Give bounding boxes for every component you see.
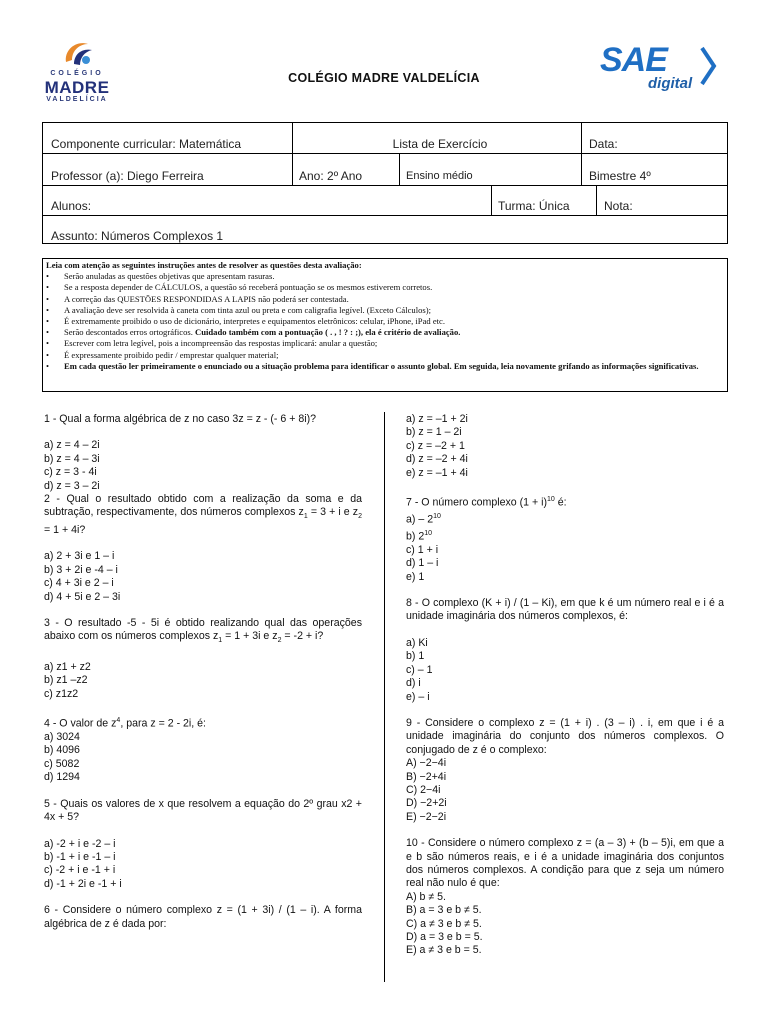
option[interactable]: a) Ki bbox=[406, 636, 428, 649]
question-2: 2 - Qual o resultado obtido com a realização da soma e da subtração, respectivamente, dos números complexos $z_1 = 3 + i$ e $z_2 = 1 + 4i$? bbox=[44, 493, 362, 536]
option[interactable]: a) 2 + 3i e 1 – i bbox=[44, 550, 115, 563]
question-3: 3 - O resultado -5 - 5i é obtido realizando qual das operações abaixo com os números complexos $z_1 = 1 + 3i$ e $z_2 = -2 + i$? bbox=[44, 616, 362, 645]
instructions-box bbox=[42, 258, 728, 392]
instruction-item: • Escrever com letra legível, pois a incompreensão das respostas implicará: anular a questão; bbox=[46, 338, 378, 349]
option[interactable]: d) -1 + 2i e -1 + i bbox=[44, 877, 122, 890]
instruction-item: • Se a resposta depender de CÁLCULOS, a questão só receberá pontuação se os mesmos estiverem corretos. bbox=[46, 282, 433, 293]
ano-label: Ano: 2º Ano bbox=[299, 169, 363, 183]
assunto-label: Assunto: Números Complexos 1 bbox=[51, 229, 224, 243]
option[interactable]: b) z1 –z2 bbox=[44, 674, 88, 687]
option[interactable]: d) z = 3 – 2i bbox=[44, 479, 100, 492]
school-logo-line2: MADRE bbox=[44, 78, 110, 97]
question-4: 4 - O valor de $z^4$, para z = 2 - 2i, é: bbox=[44, 717, 207, 730]
turma-label: Turma: Única bbox=[498, 199, 570, 213]
ensino-label: Ensino médio bbox=[406, 170, 473, 182]
bullet-icon: • bbox=[46, 360, 50, 371]
instruction-item: • É expressamente proibido pedir / emprestar qualquer material; bbox=[46, 349, 279, 360]
question-10: 10 - Considere o número complexo z = (a – 3) + (b – 5)i, em que a e b são números reais, e i é a unidade imaginária dos conjuntos dos números complexos. A condição para que z seja um número real não nulo é que: bbox=[406, 837, 724, 890]
data-field[interactable]: Data: bbox=[589, 137, 618, 151]
school-emblem-icon bbox=[62, 38, 96, 68]
bullet-icon: • bbox=[46, 327, 50, 338]
option[interactable]: e) – i bbox=[406, 690, 430, 703]
school-logo-line1: COLÉGIO bbox=[50, 70, 104, 77]
option[interactable]: a) z = 4 – 2i bbox=[44, 439, 100, 452]
option[interactable]: c) – 1 bbox=[406, 663, 433, 676]
school-logo-line3: VALDELÍCIA bbox=[46, 96, 108, 103]
option[interactable]: c) z = 3 - 4i bbox=[44, 466, 97, 479]
instruction-item: • Serão anuladas as questões objetivas que apresentam rasuras. bbox=[46, 271, 275, 282]
bullet-icon: • bbox=[46, 293, 50, 304]
right-column bbox=[406, 413, 724, 958]
option[interactable]: b) z = 4 – 3i bbox=[44, 452, 100, 465]
professor-label: Professor (a): Diego Ferreira bbox=[51, 169, 204, 183]
option[interactable]: c) z = –2 + 1 bbox=[406, 439, 465, 452]
option[interactable]: a) z = –1 + 2i bbox=[406, 413, 468, 425]
option[interactable]: $a) - 2^{10}$ bbox=[406, 512, 441, 526]
question-5: 5 - Quais os valores de x que resolvem a equação do 2º grau x2 + 4x + 5? bbox=[44, 797, 362, 824]
option[interactable]: D) a = 3 e b = 5. bbox=[406, 931, 483, 943]
option[interactable]: A) b ≠ 5. bbox=[406, 890, 446, 903]
option[interactable]: d) 4 + 5i e 2 – 3i bbox=[44, 590, 121, 603]
option[interactable]: c) -2 + i e -1 + i bbox=[44, 864, 116, 877]
option[interactable]: E) −2−2i bbox=[406, 810, 447, 823]
instruction-item: • Em cada questão ler primeiramente o enunciado ou a situação problema para identificar o assunto global. Em seguida, leia novamente grifando as informações significativas. bbox=[46, 360, 699, 371]
question-1: 1 - Qual a forma algébrica de z no caso 3z = z - (- 6 + 8i)? bbox=[44, 413, 317, 425]
option[interactable]: B) −2+4i bbox=[406, 770, 447, 783]
componente-curricular: Componente curricular: Matemática bbox=[51, 137, 242, 151]
option[interactable]: B) a = 3 e b ≠ 5. bbox=[406, 904, 482, 917]
nota-field[interactable]: Nota: bbox=[604, 199, 633, 213]
option[interactable]: b) z = 1 – 2i bbox=[406, 426, 462, 439]
info-table bbox=[42, 122, 728, 244]
option[interactable]: c) 5082 bbox=[44, 757, 80, 770]
option[interactable]: b) 1 bbox=[406, 650, 425, 663]
option[interactable]: C) a ≠ 3 e b ≠ 5. bbox=[406, 917, 482, 930]
option[interactable]: a) -2 + i e -2 – i bbox=[44, 837, 116, 850]
option[interactable]: b) -1 + i e -1 – i bbox=[44, 850, 116, 863]
sae-logo-sub: digital bbox=[648, 75, 693, 92]
question-9: 9 - Considere o complexo z = (1 + i) . (3 – i) . i, em que i é a unidade imaginária do conjunto dos números complexos. O conjugado de z é o complexo: bbox=[406, 716, 724, 756]
bullet-icon: • bbox=[46, 304, 50, 315]
option[interactable]: d) z = –2 + 4i bbox=[406, 453, 468, 466]
instruction-item: • A avaliação deve ser resolvida à caneta com tinta azul ou preta e com caligrafia legível. (Exceto Cálculos); bbox=[46, 304, 431, 315]
sae-logo bbox=[600, 42, 722, 98]
question-7: 7 - O número complexo $(1 + i)^{10}$ é: bbox=[406, 496, 567, 509]
chevron-right-icon bbox=[700, 46, 718, 86]
sae-logo-main: SAE bbox=[600, 41, 667, 79]
option[interactable]: b) $2^{10}$ bbox=[406, 529, 433, 543]
option[interactable]: e) 1 bbox=[406, 570, 425, 583]
instructions-lead: Leia com atenção as seguintes instruções antes de resolver as questões desta avaliação: bbox=[46, 260, 362, 270]
lista-label: Lista de Exercício bbox=[392, 137, 488, 151]
question-6: 6 - Considere o número complexo z = (1 + 3i) / (1 – i). A forma algébrica de z é dada por: bbox=[44, 904, 362, 930]
option[interactable]: a) z1 + z2 bbox=[44, 660, 91, 673]
bullet-icon: • bbox=[46, 316, 50, 327]
option[interactable]: d) 1 – i bbox=[406, 557, 439, 570]
bullet-icon: • bbox=[46, 349, 50, 360]
option[interactable]: c) 1 + i bbox=[406, 543, 439, 556]
bullet-icon: • bbox=[46, 282, 50, 293]
alunos-field[interactable]: Alunos: bbox=[51, 199, 92, 213]
left-column bbox=[44, 413, 362, 931]
bullet-icon: • bbox=[46, 271, 50, 282]
bimestre-label: Bimestre 4º bbox=[589, 169, 651, 183]
instruction-item: • Serão descontados erros ortográficos. Cuidado também com a pontuação ( . , ! ? : ;), ela é critério de avaliação. bbox=[46, 327, 461, 338]
option[interactable]: c) z1z2 bbox=[44, 687, 79, 700]
option[interactable]: e) z = –1 + 4i bbox=[406, 466, 468, 479]
option[interactable]: d) 1294 bbox=[44, 771, 80, 784]
instruction-item: • A correção das QUESTÕES RESPONDIDAS A LAPIS não poderá ser contestada. bbox=[46, 293, 349, 304]
option[interactable]: c) 4 + 3i e 2 – i bbox=[44, 577, 114, 590]
option[interactable]: A) −2−4i bbox=[406, 757, 447, 770]
option[interactable]: E) a ≠ 3 e b = 5. bbox=[406, 944, 482, 957]
question-8: 8 - O complexo (K + i) / (1 – Ki), em que k é um número real e i é a unidade imaginária dos números complexos, é: bbox=[406, 597, 724, 623]
option[interactable]: a) 3024 bbox=[44, 731, 80, 744]
instruction-item: • É extremamente proibido o uso de dicionário, interpretes e equipamentos eletrônicos: celular, iPhone, iPad etc. bbox=[46, 316, 446, 327]
option[interactable]: C) 2−4i bbox=[406, 783, 441, 796]
option[interactable]: D) −2+2i bbox=[406, 797, 447, 810]
bullet-icon: • bbox=[46, 338, 50, 349]
page-title: COLÉGIO MADRE VALDELÍCIA bbox=[288, 71, 480, 85]
option[interactable]: b) 3 + 2i e -4 – i bbox=[44, 563, 118, 576]
option[interactable]: b) 4096 bbox=[44, 744, 80, 757]
option[interactable]: d) i bbox=[406, 677, 421, 690]
column-divider bbox=[384, 412, 385, 982]
